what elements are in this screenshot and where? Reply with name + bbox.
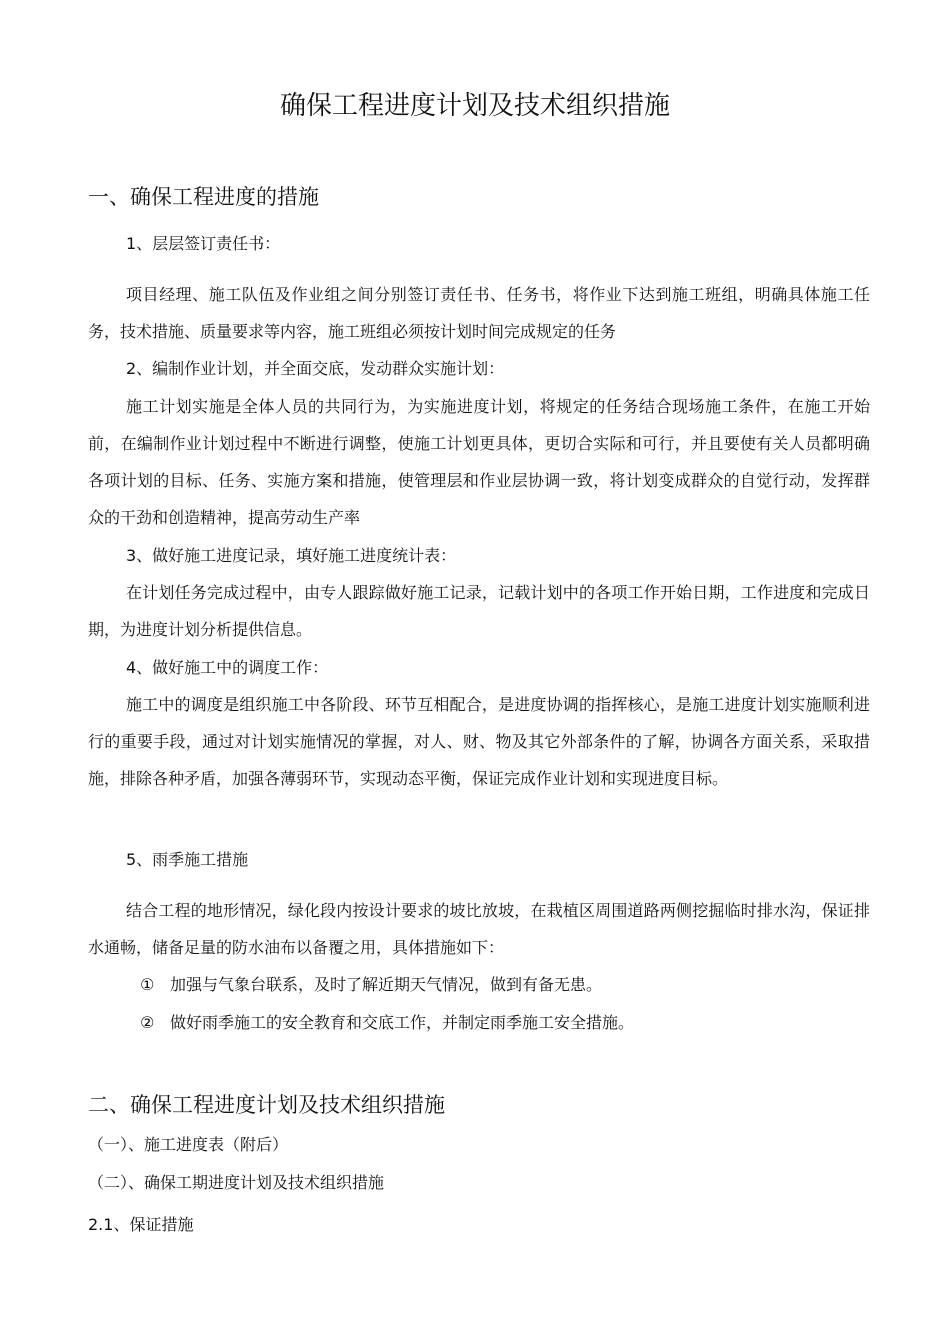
item-1-paragraph: 项目经理、施工队伍及作业组之间分别签订责任书、任务书，将作业下达到施工班组，明确具体施工任务，技术措施、质量要求等内容，施工班组必须按计划时间完成规定的任务: [88, 285, 870, 341]
list-marker: ①: [140, 975, 155, 994]
list-item: [140, 1011, 634, 1035]
item-3-paragraph: 在计划任务完成过程中，由专人跟踪做好施工记录，记载计划中的各项工作开始日期，工作进度和完成日期，为进度计划分析提供信息。: [88, 583, 870, 639]
item-4-paragraph: 施工中的调度是组织施工中各阶段、环节互相配合，是进度协调的指挥核心，是施工进度计划实施顺利进行的重要手段，通过对计划实施情况的掌握，对人、财、物及其它外部条件的了解，协调各方面关系，采取措施，排除各种矛盾，加强各薄弱环节，实现动态平衡，保证完成作业计划和实现进度目标。: [88, 695, 870, 788]
list-item-text: 加强与气象台联系，及时了解近期天气情况，做到有备无患。: [170, 975, 603, 994]
list-item: [140, 973, 602, 997]
item-5-heading: 5、雨季施工措施: [126, 850, 249, 869]
item-2-paragraph: 施工计划实施是全体人员的共同行为，为实施进度计划，将规定的任务结合现场施工条件，在施工开始前，在编制作业计划过程中不断进行调整，使施工计划更具体，更切合实际和可行，并且要使有关人员都明确各项计划的目标、任务、实施方案和措施，使管理层和作业层协调一致，将计划变成群众的自觉行动，发挥群众的干劲和创造精神，提高劳动生产率: [88, 397, 870, 527]
list-item-text: 做好雨季施工的安全教育和交底工作，并制定雨季施工安全措施。: [170, 1013, 635, 1032]
section-2-sub-1: （一）、施工进度表（附后）: [88, 1135, 289, 1154]
list-marker: ②: [140, 1013, 155, 1032]
item-1-heading: 1、层层签订责任书：: [126, 234, 281, 253]
item-4-heading: 4、做好施工中的调度工作：: [126, 658, 329, 677]
section-2-sub-2: （二）、确保工期进度计划及技术组织措施: [88, 1173, 385, 1192]
section-2-sub-3: 2.1、保证措施: [88, 1215, 194, 1234]
section-1-heading: 一、确保工程进度的措施: [88, 185, 319, 209]
item-3-heading: 3、做好施工进度记录，填好施工进度统计表：: [126, 546, 457, 565]
item-2-heading: 2、编制作业计划，并全面交底，发动群众实施计划：: [126, 359, 505, 378]
section-2-heading: 二、确保工程进度计划及技术组织措施: [88, 1093, 445, 1117]
item-5-paragraph: 结合工程的地形情况，绿化段内按设计要求的坡比放坡，在栽植区周围道路两侧挖掘临时排水沟，保证排水通畅，储备足量的防水油布以备覆之用，具体措施如下：: [88, 901, 870, 957]
document-title: 确保工程进度计划及技术组织措施: [279, 91, 670, 121]
